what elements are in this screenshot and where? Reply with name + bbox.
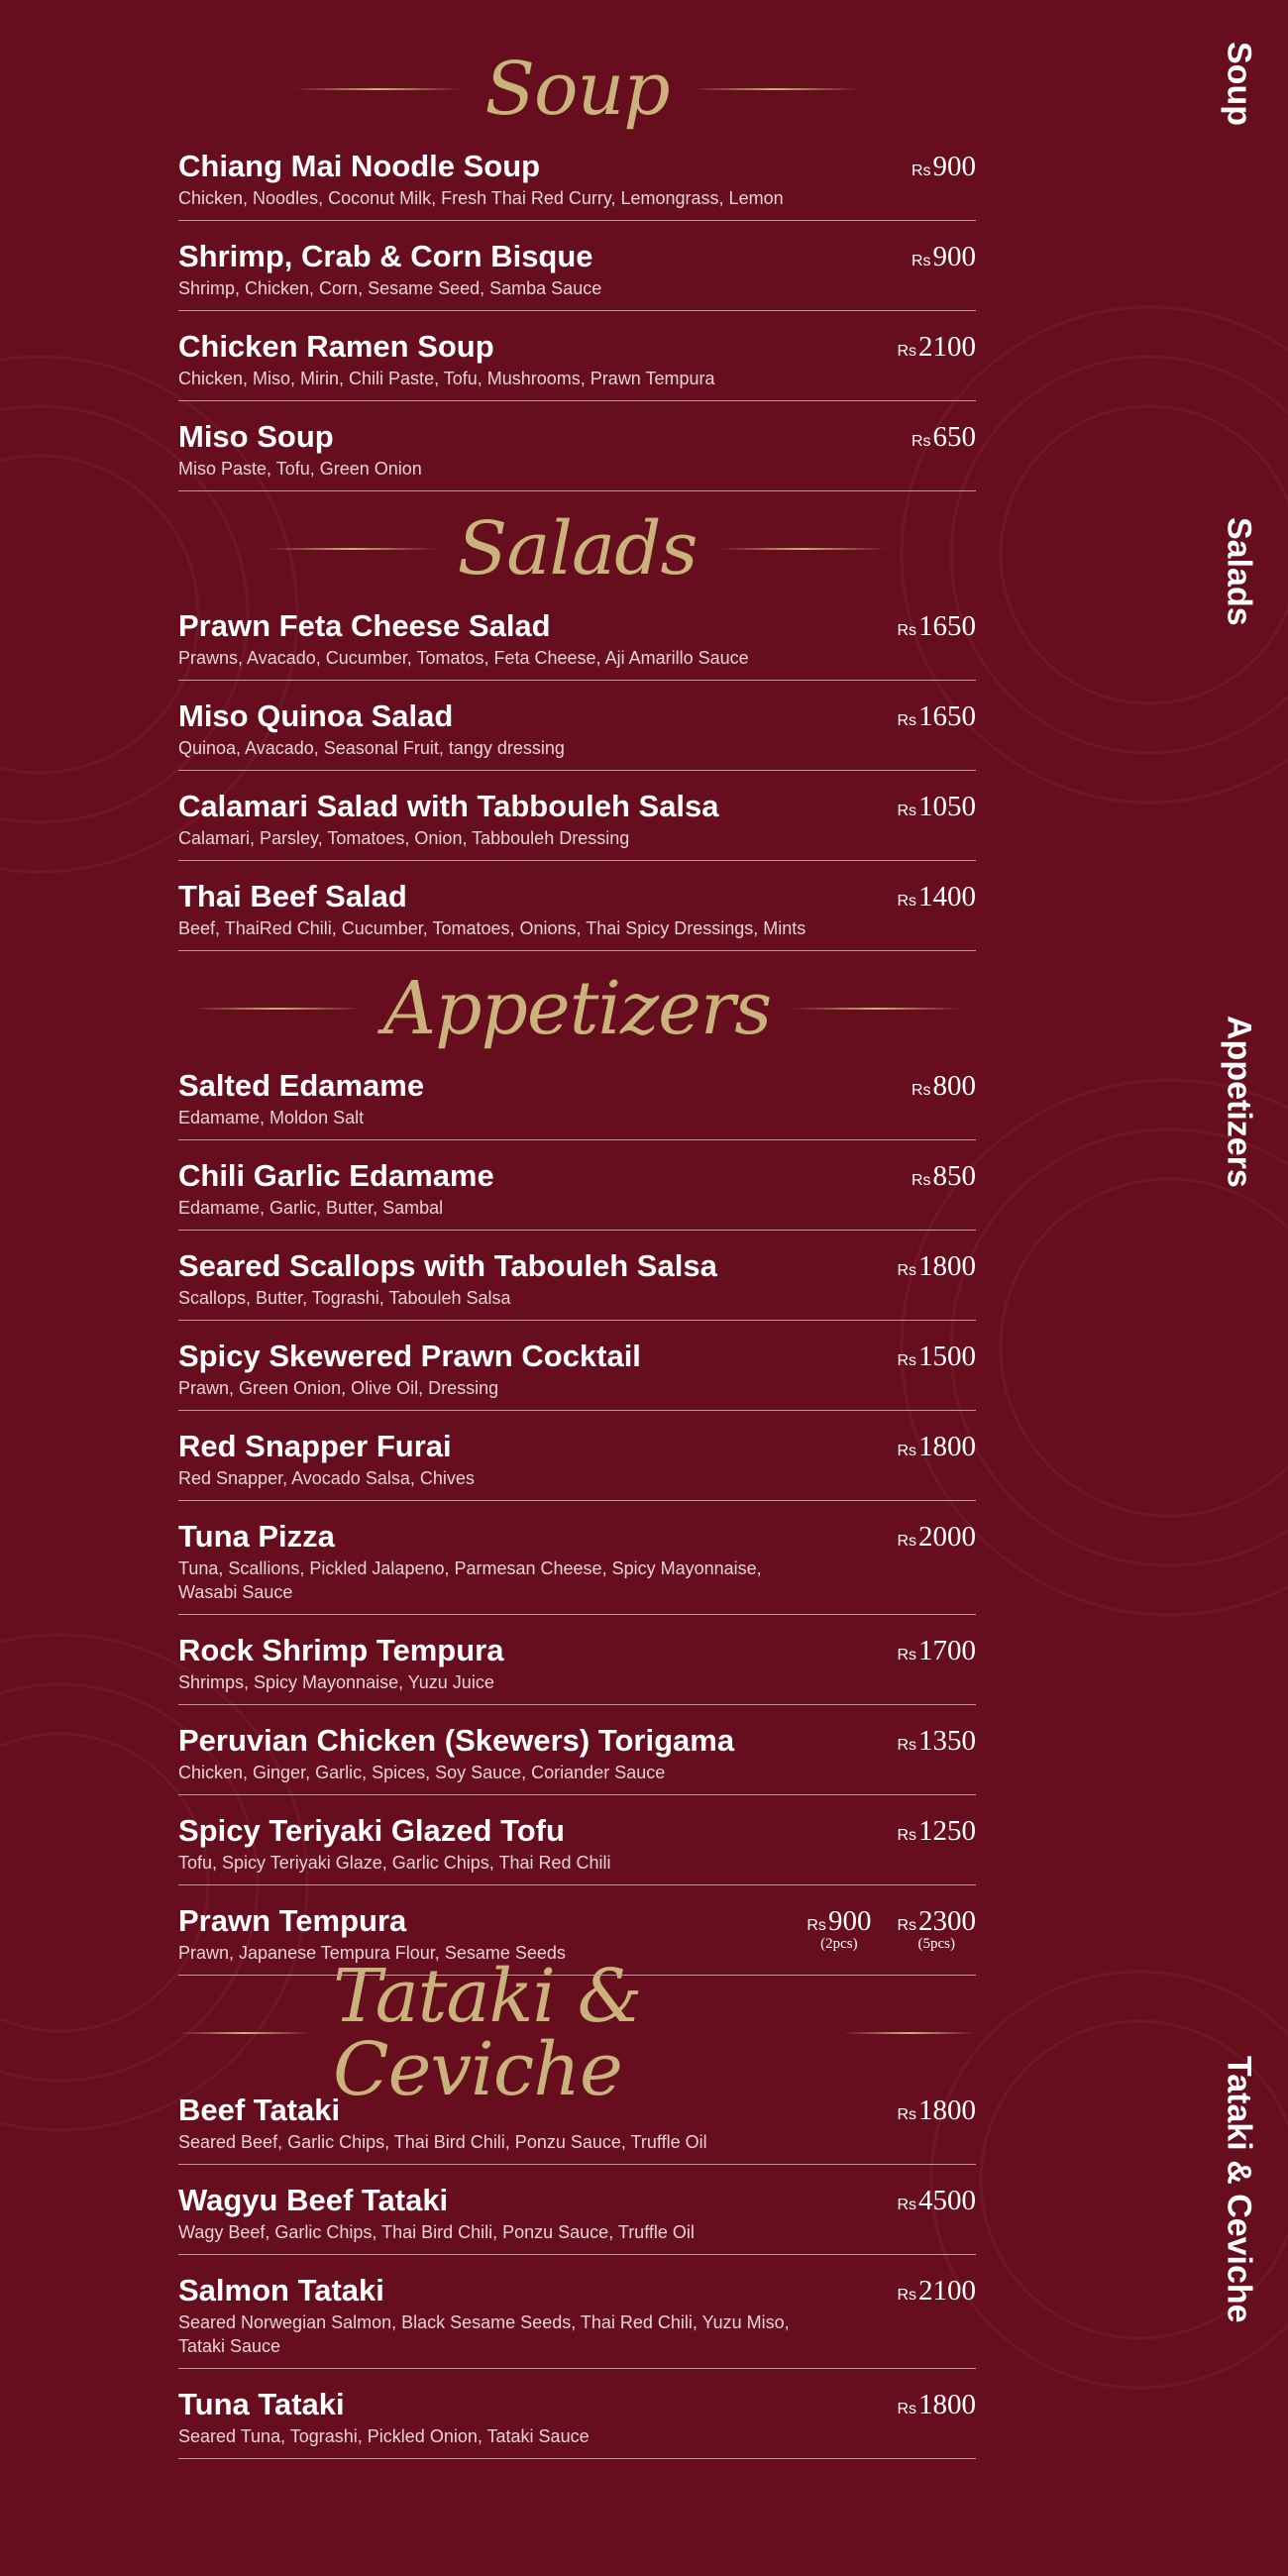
item-price <box>897 1815 976 1848</box>
menu-item[interactable] <box>178 779 976 861</box>
price-group <box>912 151 976 183</box>
price-group <box>912 421 976 454</box>
price-group <box>897 1725 976 1758</box>
item-price <box>897 2275 976 2308</box>
price-amount: 1800 <box>918 1431 976 1462</box>
item-description: Prawns, Avacado, Cucumber, Tomatos, Feta Cheese, Aji Amarillo Sauce <box>178 648 749 668</box>
item-description: Miso Paste, Tofu, Green Onion <box>178 459 422 479</box>
currency-label: Rs <box>897 1917 916 1934</box>
price-amount: 800 <box>932 1070 976 1102</box>
item-description: Chicken, Miso, Mirin, Chili Paste, Tofu, Mushrooms, Prawn Tempura <box>178 369 715 388</box>
price-amount: 1500 <box>918 1341 976 1372</box>
menu-item[interactable] <box>178 1713 976 1795</box>
item-name: Rock Shrimp Tempura <box>178 1633 504 1667</box>
item-description: Beef, ThaiRed Chili, Cucumber, Tomatoes, Onions, Thai Spicy Dressings, Mints <box>178 918 806 938</box>
gold-rule <box>843 2032 976 2034</box>
item-name: Prawn Tempura <box>178 1903 407 1938</box>
item-description: Tofu, Spicy Teriyaki Glaze, Garlic Chips, Thai Red Chili <box>178 1853 611 1873</box>
gold-rule <box>178 2032 311 2034</box>
side-tab-tataki-ceviche[interactable]: Tataki & Ceviche <box>1220 2056 1258 2323</box>
currency-label: Rs <box>897 1737 916 1754</box>
item-price <box>897 1905 976 1953</box>
item-name: Calamari Salad with Tabbouleh Salsa <box>178 789 719 823</box>
price-amount: 2100 <box>918 2275 976 2307</box>
menu-item[interactable] <box>178 1509 976 1615</box>
item-name: Salted Edamame <box>178 1068 425 1103</box>
price-group <box>806 1905 976 1953</box>
item-price <box>897 1341 976 1373</box>
currency-label: Rs <box>897 1827 916 1844</box>
price-amount: 1650 <box>918 700 976 732</box>
price-group <box>897 610 976 643</box>
item-name: Chiang Mai Noodle Soup <box>178 149 541 183</box>
item-name: Shrimp, Crab & Corn Bisque <box>178 239 593 273</box>
price-amount: 2000 <box>918 1521 976 1553</box>
gold-rule <box>692 88 860 90</box>
price-amount: 4500 <box>918 2185 976 2216</box>
section-header-salads <box>178 499 976 598</box>
price-amount: 1800 <box>918 1250 976 1282</box>
item-price <box>912 241 976 273</box>
currency-label: Rs <box>897 2287 916 2304</box>
price-amount: 2300 <box>918 1905 976 1937</box>
currency-label: Rs <box>897 1262 916 1279</box>
item-description: Prawn, Green Onion, Olive Oil, Dressing <box>178 1378 499 1398</box>
price-amount: 1700 <box>918 1635 976 1666</box>
price-amount: 1650 <box>918 610 976 642</box>
currency-label: Rs <box>911 253 931 269</box>
price-group <box>897 1250 976 1283</box>
currency-label: Rs <box>911 162 931 179</box>
price-amount: 2100 <box>918 331 976 363</box>
currency-label: Rs <box>897 712 916 729</box>
item-price <box>897 2389 976 2421</box>
price-amount: 1800 <box>918 2094 976 2126</box>
price-amount: 1250 <box>918 1815 976 1847</box>
currency-label: Rs <box>897 1443 916 1459</box>
item-price <box>897 791 976 823</box>
price-amount: 1350 <box>918 1725 976 1757</box>
item-price <box>806 1905 871 1953</box>
currency-label: Rs <box>897 343 916 360</box>
menu-item[interactable] <box>178 2083 976 2165</box>
item-price <box>897 2185 976 2217</box>
menu-item[interactable] <box>178 139 976 221</box>
price-group <box>897 791 976 823</box>
menu-item[interactable] <box>178 1419 976 1501</box>
price-group <box>897 2389 976 2421</box>
item-description: Tuna, Scallions, Pickled Jalapeno, Parmesan Cheese, Spicy Mayonnaise, Wasabi Sauce <box>178 1558 762 1602</box>
item-description: Edamame, Moldon Salt <box>178 1108 365 1127</box>
currency-label: Rs <box>911 1082 931 1099</box>
side-tab-soup[interactable]: Soup <box>1220 42 1258 126</box>
price-group <box>897 1341 976 1373</box>
gold-rule <box>294 88 463 90</box>
menu-item[interactable] <box>178 1623 976 1705</box>
menu-item[interactable] <box>178 2377 976 2459</box>
menu-item[interactable] <box>178 2173 976 2255</box>
price-group <box>912 241 976 273</box>
item-description: Wagy Beef, Garlic Chips, Thai Bird Chili, Ponzu Sauce, Truffle Oil <box>178 2222 695 2242</box>
portion-note: (2pcs) <box>820 1936 858 1952</box>
side-tab-appetizers[interactable]: Appetizers <box>1220 1016 1258 1188</box>
side-tab-salads[interactable]: Salads <box>1220 517 1258 626</box>
menu-item[interactable] <box>178 1803 976 1885</box>
menu-list <box>178 40 976 2467</box>
item-description: Edamame, Garlic, Butter, Sambal <box>178 1198 444 1218</box>
item-description: Prawn, Japanese Tempura Flour, Sesame Seeds <box>178 1943 566 1963</box>
section-title: Soup <box>484 47 670 132</box>
item-price <box>912 1160 976 1193</box>
item-name: Tuna Pizza <box>178 1519 335 1554</box>
item-description: Scallops, Butter, Tograshi, Tabouleh Salsa <box>178 1288 511 1308</box>
currency-label: Rs <box>911 433 931 450</box>
item-name: Chili Garlic Edamame <box>178 1158 494 1193</box>
item-name: Tuna Tataki <box>178 2387 345 2421</box>
menu-item[interactable] <box>178 1329 976 1411</box>
item-description: Calamari, Parsley, Tomatoes, Onion, Tabbouleh Dressing <box>178 828 630 848</box>
item-name: Seared Scallops with Tabouleh Salsa <box>178 1248 717 1283</box>
item-price <box>897 2094 976 2127</box>
item-description: Quinoa, Avacado, Seasonal Fruit, tangy dressing <box>178 738 565 758</box>
price-amount: 900 <box>932 151 976 182</box>
menu-item[interactable] <box>178 1893 976 1976</box>
item-name: Miso Quinoa Salad <box>178 698 454 733</box>
item-description: Seared Tuna, Tograshi, Pickled Onion, Tataki Sauce <box>178 2426 590 2446</box>
price-group <box>912 1160 976 1193</box>
item-price <box>897 1725 976 1758</box>
currency-label: Rs <box>806 1917 826 1934</box>
price-group <box>897 881 976 913</box>
price-amount: 1400 <box>918 881 976 912</box>
item-description: Chicken, Noodles, Coconut Milk, Fresh Thai Red Curry, Lemongrass, Lemon <box>178 188 784 208</box>
menu-item[interactable] <box>178 1148 976 1231</box>
currency-label: Rs <box>897 1533 916 1550</box>
item-description: Shrimps, Spicy Mayonnaise, Yuzu Juice <box>178 1672 494 1692</box>
currency-label: Rs <box>897 1352 916 1369</box>
gold-rule <box>268 548 436 550</box>
item-name: Wagyu Beef Tataki <box>178 2183 449 2217</box>
item-price <box>897 1250 976 1283</box>
menu-item[interactable] <box>178 229 976 311</box>
currency-label: Rs <box>911 1172 931 1189</box>
section-header-soup <box>178 40 976 139</box>
price-amount: 1050 <box>918 791 976 822</box>
currency-label: Rs <box>897 2197 916 2213</box>
item-description: Chicken, Ginger, Garlic, Spices, Soy Sauce, Coriander Sauce <box>178 1763 666 1782</box>
section-title: Appetizers <box>382 966 772 1051</box>
currency-label: Rs <box>897 2401 916 2417</box>
price-group <box>897 1815 976 1848</box>
price-group <box>897 2275 976 2308</box>
item-name: Thai Beef Salad <box>178 879 407 913</box>
item-name: Spicy Teriyaki Glazed Tofu <box>178 1813 565 1848</box>
gold-rule <box>793 1008 961 1010</box>
item-description: Shrimp, Chicken, Corn, Sesame Seed, Samba Sauce <box>178 278 602 298</box>
price-group <box>897 700 976 733</box>
item-price <box>897 1635 976 1667</box>
section-header-appetizers <box>178 959 976 1058</box>
currency-label: Rs <box>897 803 916 819</box>
price-group <box>912 1070 976 1103</box>
price-amount: 900 <box>827 1905 872 1937</box>
price-group <box>897 2185 976 2217</box>
item-name: Prawn Feta Cheese Salad <box>178 608 551 643</box>
price-group <box>897 1431 976 1463</box>
item-price <box>897 700 976 733</box>
gold-rule <box>193 1008 362 1010</box>
price-group <box>897 331 976 364</box>
item-name: Salmon Tataki <box>178 2273 384 2308</box>
portion-note: (5pcs) <box>917 1936 955 1952</box>
price-amount: 1800 <box>918 2389 976 2420</box>
menu-item[interactable] <box>178 1238 976 1321</box>
price-amount: 850 <box>932 1160 976 1192</box>
item-name: Miso Soup <box>178 419 334 454</box>
item-price <box>897 331 976 364</box>
menu-item[interactable] <box>178 409 976 491</box>
item-price <box>897 610 976 643</box>
item-name: Chicken Ramen Soup <box>178 329 494 364</box>
item-price <box>912 1070 976 1103</box>
price-group <box>897 1521 976 1554</box>
item-price <box>897 881 976 913</box>
item-price <box>897 1521 976 1554</box>
item-name: Red Snapper Furai <box>178 1429 452 1463</box>
price-group <box>897 2094 976 2127</box>
price-amount: 900 <box>932 241 976 272</box>
item-name: Peruvian Chicken (Skewers) Torigama <box>178 1723 735 1758</box>
item-price <box>912 151 976 183</box>
menu-item[interactable] <box>178 869 976 951</box>
currency-label: Rs <box>897 2106 916 2123</box>
price-group <box>897 1635 976 1667</box>
section-title: Salads <box>457 506 698 591</box>
section-title: Tataki & Ceviche <box>332 1954 642 2112</box>
menu-item[interactable] <box>178 319 976 401</box>
item-name: Beef Tataki <box>178 2093 341 2127</box>
menu-item[interactable] <box>178 598 976 681</box>
currency-label: Rs <box>897 893 916 910</box>
currency-label: Rs <box>897 622 916 639</box>
item-description: Red Snapper, Avocado Salsa, Chives <box>178 1468 475 1488</box>
gold-rule <box>718 548 887 550</box>
item-description: Seared Beef, Garlic Chips, Thai Bird Chili, Ponzu Sauce, Truffle Oil <box>178 2132 707 2152</box>
menu-item[interactable] <box>178 1058 976 1140</box>
item-description: Seared Norwegian Salmon, Black Sesame Seeds, Thai Red Chili, Yuzu Miso, Tataki Sauce <box>178 2312 790 2356</box>
menu-item[interactable] <box>178 2263 976 2369</box>
item-name: Spicy Skewered Prawn Cocktail <box>178 1339 641 1373</box>
currency-label: Rs <box>897 1647 916 1664</box>
item-price <box>897 1431 976 1463</box>
price-amount: 650 <box>932 421 976 453</box>
item-price <box>912 421 976 454</box>
menu-item[interactable] <box>178 689 976 771</box>
